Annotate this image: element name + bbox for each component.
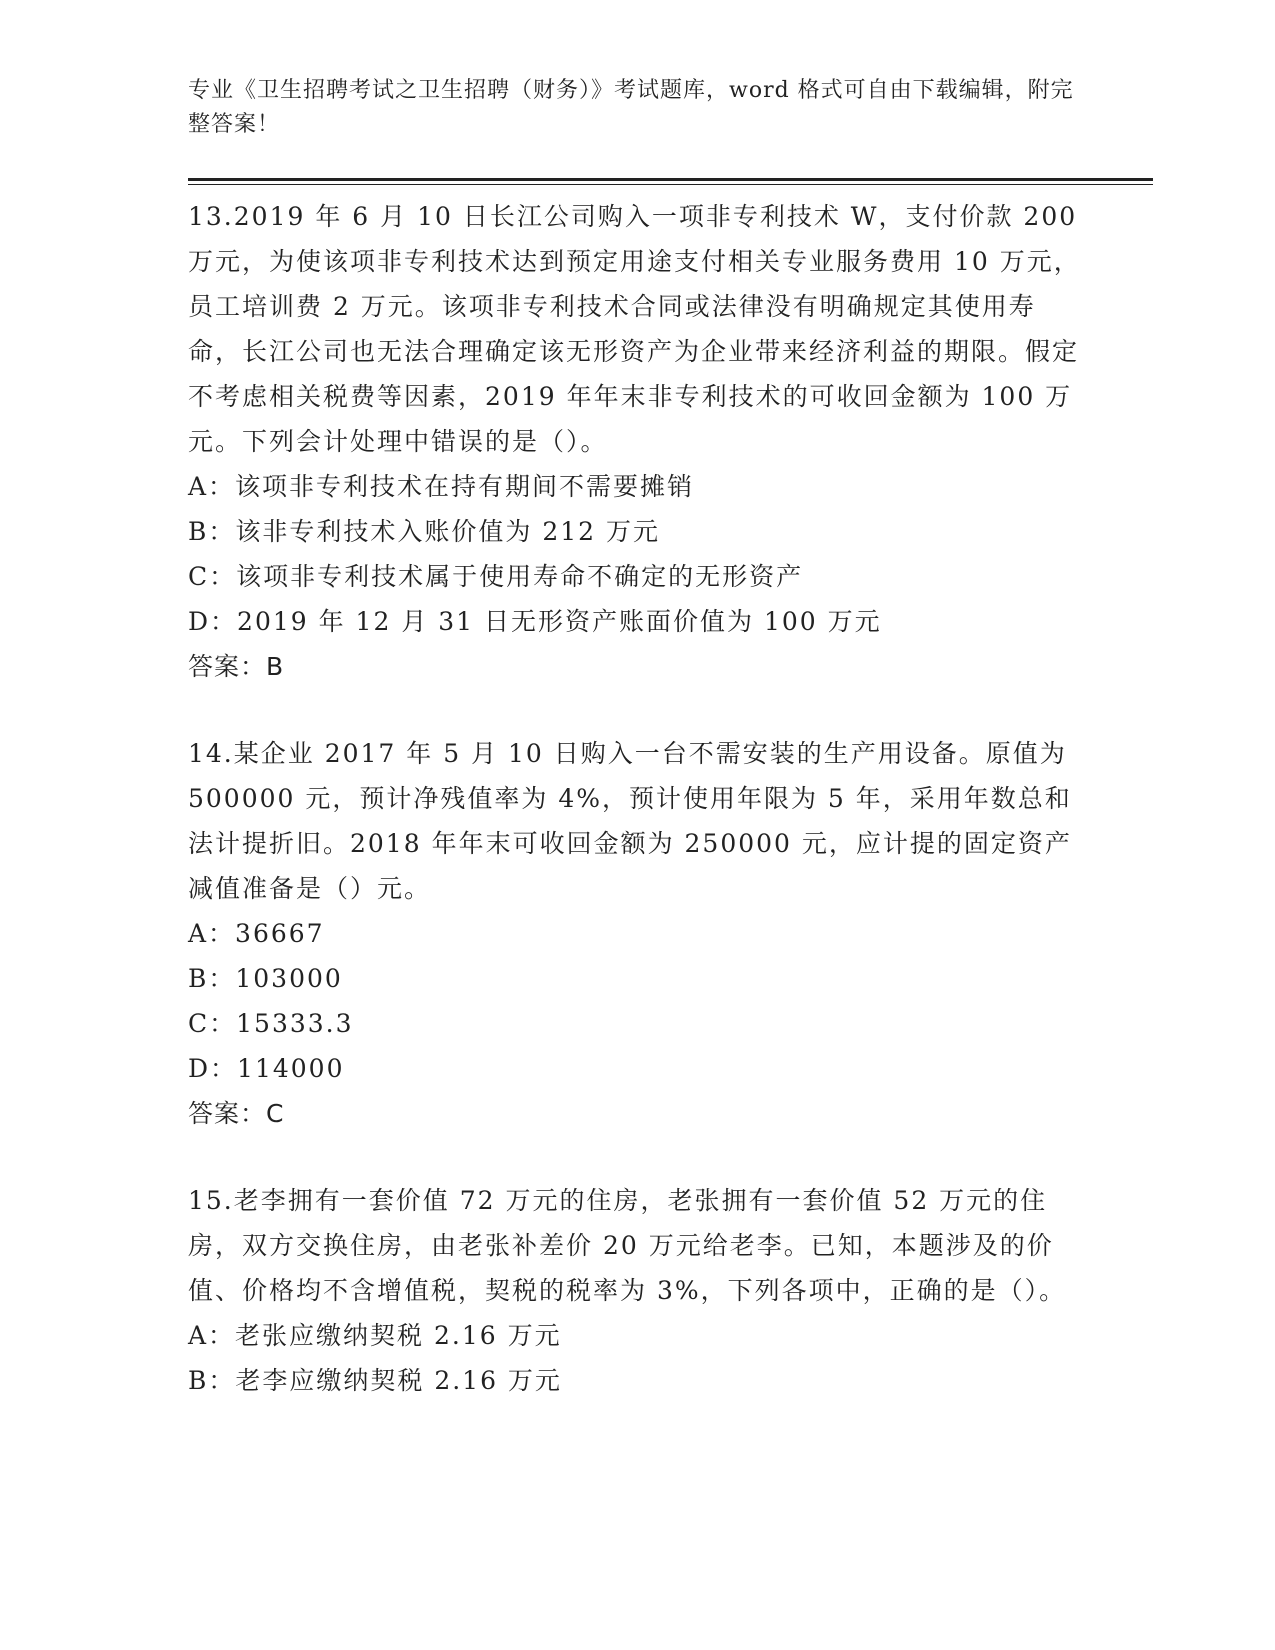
- option-list: [188, 1313, 1083, 1403]
- option-list: [188, 464, 1083, 644]
- option-b: B：该非专利技术入账价值为 212 万元: [188, 517, 660, 546]
- question-stem: 15.老李拥有一套价值 72 万元的住房，老张拥有一套价值 52 万元的住房，双方交换住房，由老张补差价 20 万元给老李。已知，本题涉及的价值、价格均不含增值税，契税的税率为 3%，下列各项中，正确的是（）。: [188, 1186, 1067, 1305]
- option-a: A：该项非专利技术在持有期间不需要摊销: [188, 472, 695, 501]
- option-c: C：15333.3: [188, 1009, 354, 1038]
- option-a: A：老张应缴纳契税 2.16 万元: [188, 1321, 562, 1350]
- question-stem: 14.某企业 2017 年 5 月 10 日购入一台不需安装的生产用设备。原值为 500000 元，预计净残值率为 4%，预计使用年限为 5 年，采用年数总和法计提折旧。2018 年年末可收回金额为 250000 元，应计提的固定资产减值准备是（）元。: [188, 739, 1072, 903]
- option-a: A：36667: [188, 919, 325, 948]
- question-14: [188, 731, 1083, 1136]
- question-13: [188, 194, 1083, 689]
- question-15: [188, 1178, 1083, 1403]
- header-divider-thick: [188, 178, 1153, 181]
- question-list: [188, 194, 1083, 1445]
- option-b: B：老李应缴纳契税 2.16 万元: [188, 1366, 562, 1395]
- option-b: B：103000: [188, 964, 343, 993]
- option-c: C：该项非专利技术属于使用寿命不确定的无形资产: [188, 562, 804, 591]
- answer-text: 答案：B: [188, 652, 285, 681]
- header-divider-thin: [188, 184, 1153, 185]
- option-list: [188, 911, 1083, 1091]
- page-header: 专业《卫生招聘考试之卫生招聘（财务）》考试题库，word 格式可自由下载编辑，附完整答案！: [188, 78, 1074, 137]
- option-d: D：2019 年 12 月 31 日无形资产账面价值为 100 万元: [188, 607, 882, 636]
- option-d: D：114000: [188, 1054, 345, 1083]
- answer-text: 答案：C: [188, 1099, 285, 1128]
- question-stem: 13.2019 年 6 月 10 日长江公司购入一项非专利技术 W，支付价款 200 万元，为使该项非专利技术达到预定用途支付相关专业服务费用 10 万元，员工培训费 2 万元。该项非专利技术合同或法律没有明确规定其使用寿命，长江公司也无法合理确定该无形资产为企业带来经济利益的期限。假定不考虑相关税费等因素，2019 年年末非专利技术的可收回金额为 100 万元。下列会计处理中错误的是（）。: [188, 202, 1081, 456]
